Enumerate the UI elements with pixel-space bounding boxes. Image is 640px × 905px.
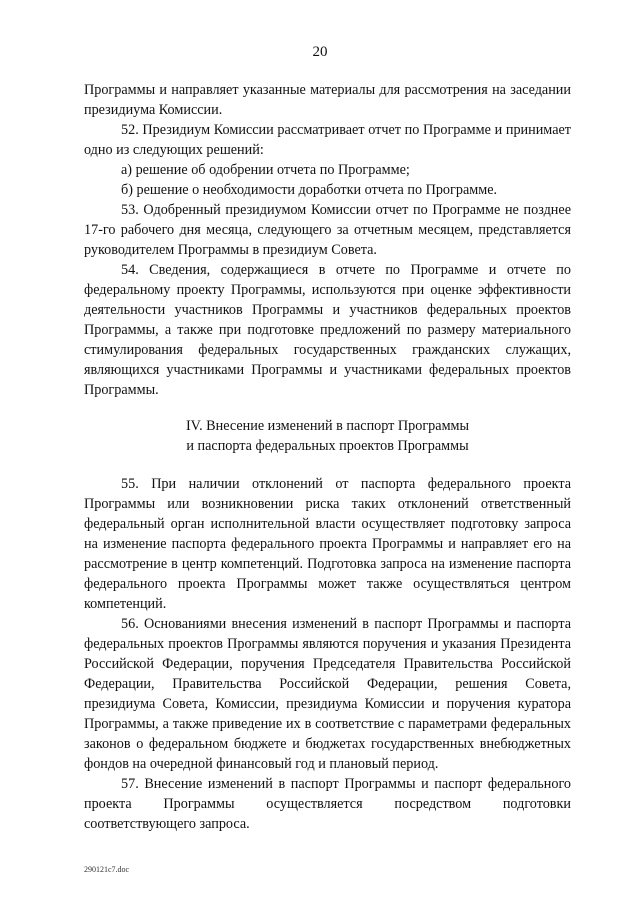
footer-filename: 290121c7.doc	[84, 865, 130, 874]
section-heading	[84, 416, 571, 456]
paragraph-54: 54. Сведения, содержащиеся в отчете по Программе и отчете по федеральному проекту Программы, используются при оценке эффективности деятельности участников Программы и участников федеральных проектов Программы, а также при подготовке предложений по размеру материального стимулирования федеральных государственных гражданских служащих, являющихся участниками Программы и участниками федеральных проектов Программы.	[84, 262, 571, 398]
paragraph-55: 55. При наличии отклонений от паспорта федерального проекта Программы или возникновении риска таких отклонений ответственный федеральный орган исполнительной власти осуществляет подготовку запроса на изменение паспорта федерального проекта Программы и направляет его на рассмотрение в центр компетенций. Подготовка запроса на изменение паспорта федерального проекта Программы может также осуществляться центром компетенций.	[84, 476, 571, 612]
section-heading-line2: и паспорта федеральных проектов Программы	[186, 438, 469, 454]
section-heading-line1: IV. Внесение изменений в паспорт Программы	[185, 418, 470, 434]
paragraph-52-option-a: а) решение об одобрении отчета по Программе;	[121, 162, 410, 178]
page-number: 20	[312, 44, 328, 60]
document-body	[84, 80, 571, 834]
paragraph-52-option-b: б) решение о необходимости доработки отчета по Программе.	[121, 182, 498, 198]
paragraph-56: 56. Основаниями внесения изменений в паспорт Программы и паспорта федеральных проектов Программы являются поручения и указания Президента Российской Федерации, поручения Председателя Правительства Российской Федерации, Правительства Российской Федерации, решения Совета, президиума Совета, Комиссии, президиума Комиссии и поручения куратора Программы, а также приведение их в соответствие с параметрами федеральных законов о федеральном бюджете и бюджетах государственных внебюджетных фондов на очередной финансовый год и плановый период.	[84, 616, 571, 772]
paragraph-57: 57. Внесение изменений в паспорт Программы и паспорт федерального проекта Программы осуществляется посредством подготовки соответствующего запроса.	[84, 776, 571, 832]
paragraph-53: 53. Одобренный президиумом Комиссии отчет по Программе не позднее 17-го рабочего дня месяца, следующего за отчетным месяцем, представляется руководителем Программы в президиум Совета.	[84, 202, 571, 258]
paragraph-52: 52. Президиум Комиссии рассматривает отчет по Программе и принимает одно из следующих решений:	[84, 122, 571, 158]
paragraph-continuation: Программы и направляет указанные материалы для рассмотрения на заседании президиума Комиссии.	[84, 82, 571, 118]
